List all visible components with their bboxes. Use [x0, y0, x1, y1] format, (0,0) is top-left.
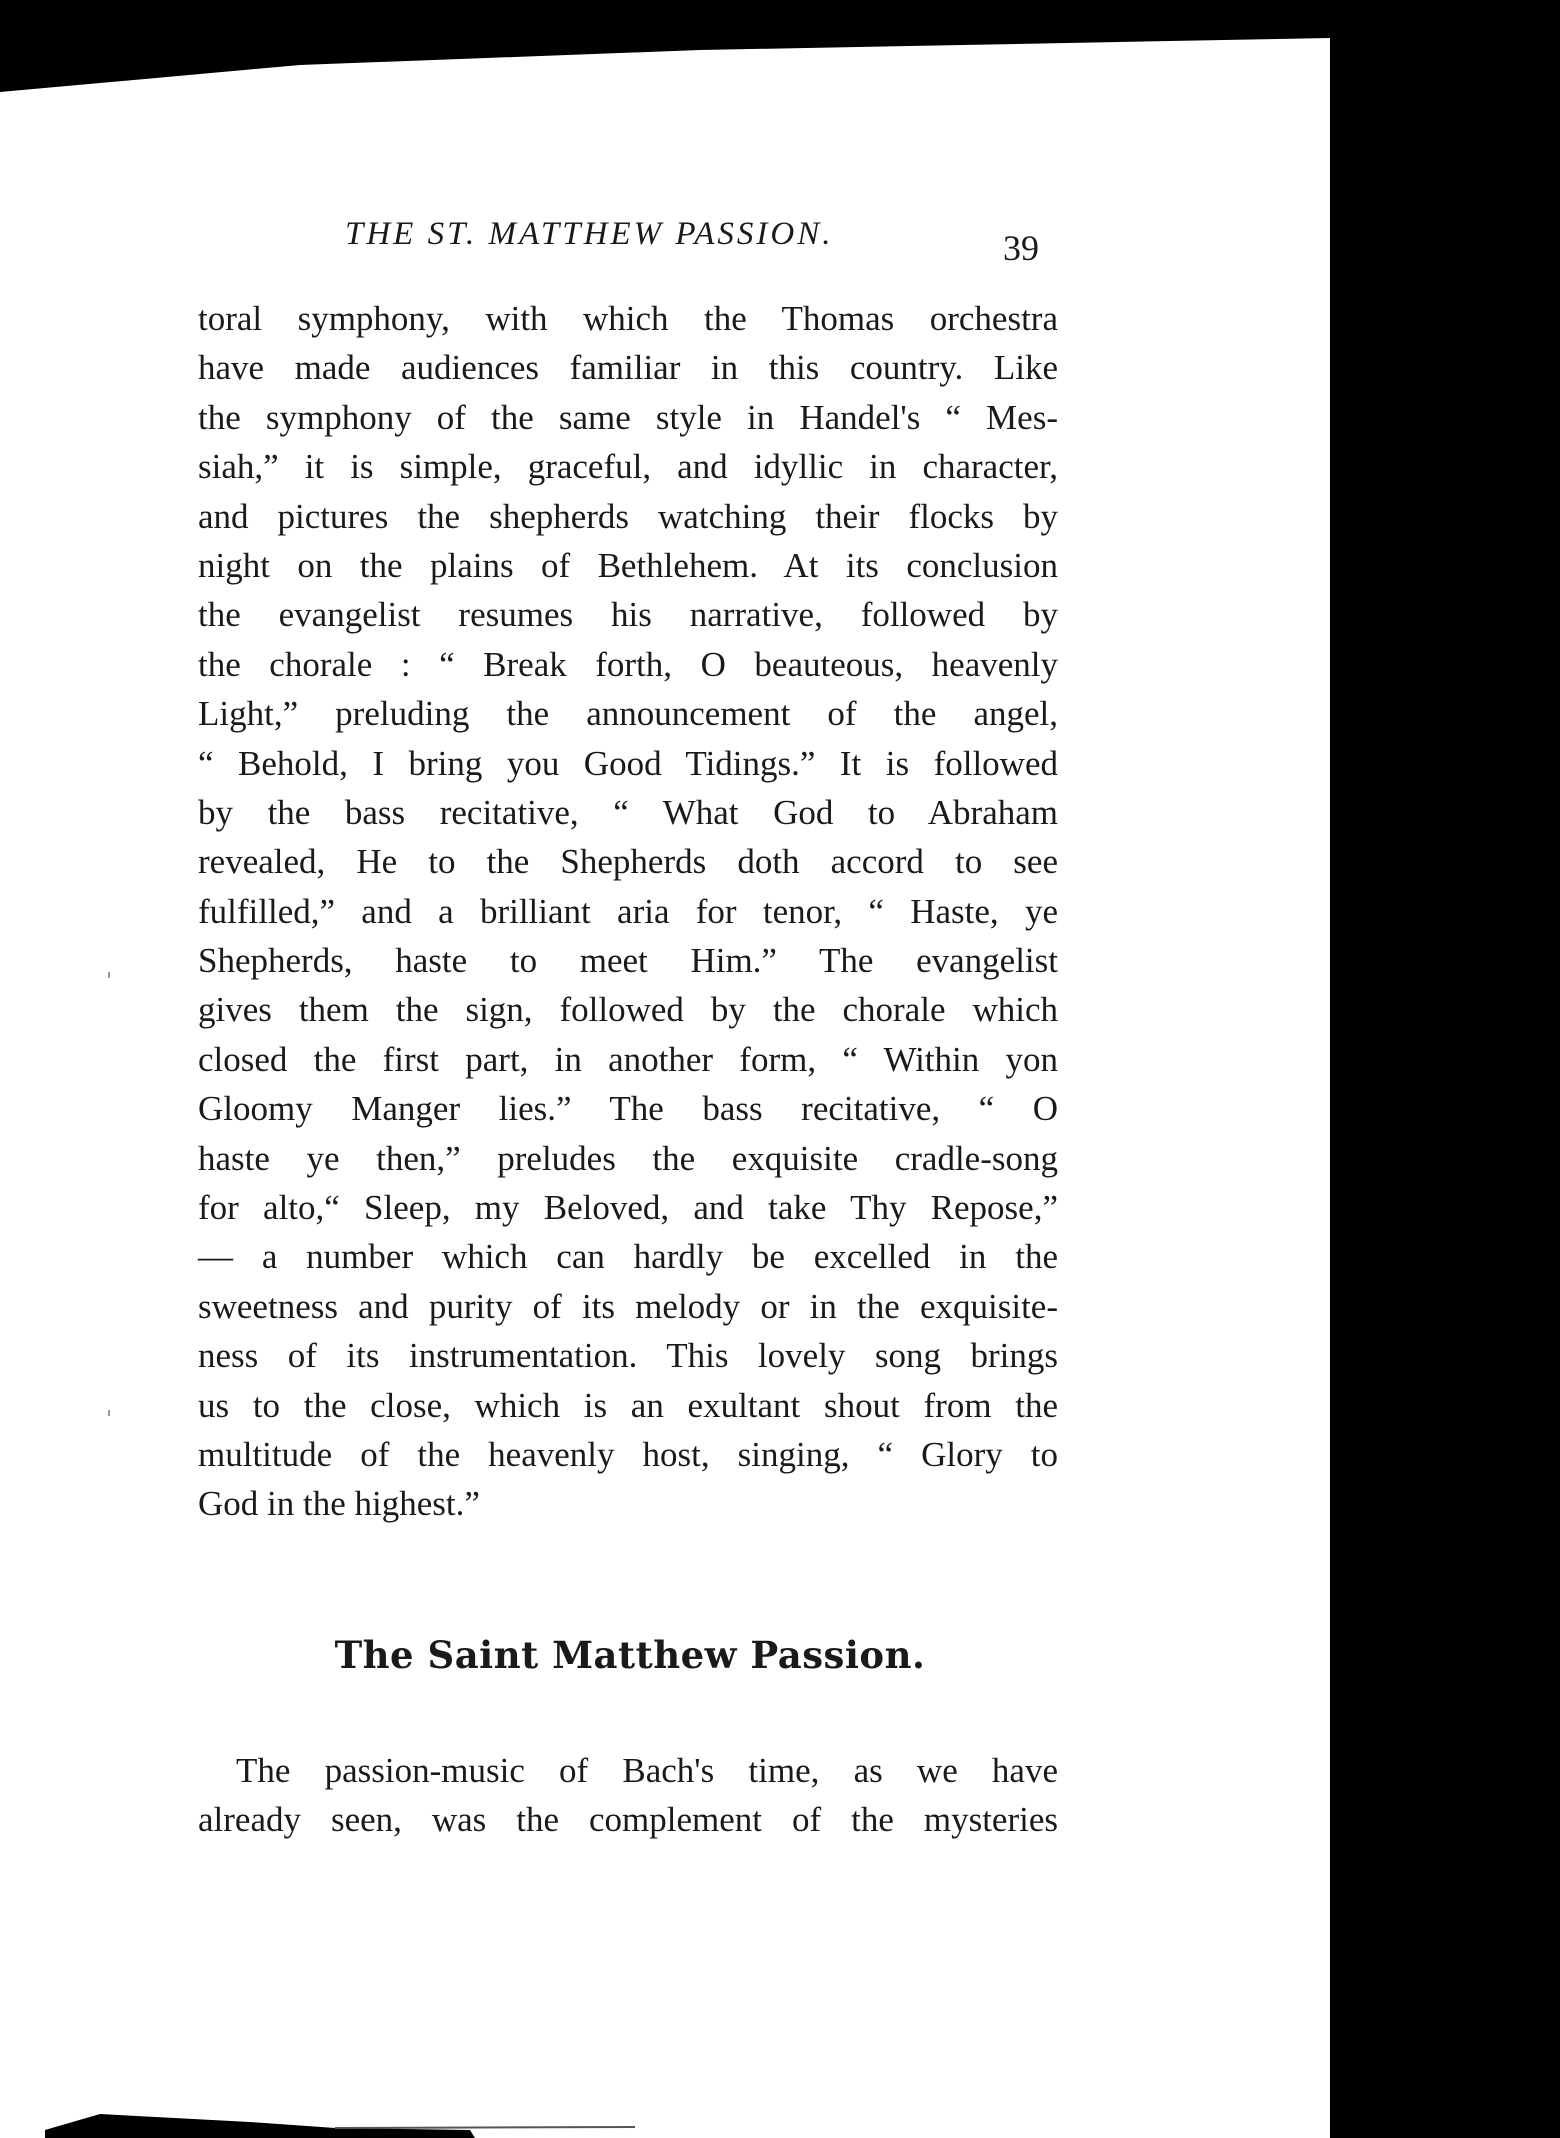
text-line: Light,” preluding the announcement of the angel, [198, 694, 1058, 734]
section-heading: The Saint Matthew Passion. [334, 1633, 926, 1677]
text-line: revealed, He to the Shepherds doth accord to see [198, 842, 1058, 882]
text-line: Shepherds, haste to meet Him.” The evangelist [198, 941, 1058, 981]
text-line: the chorale : “ Break forth, O beauteous, heavenly [198, 644, 1058, 684]
text-line: “ Behold, I bring you Good Tidings.” It is followed [198, 743, 1058, 783]
page-number: 39 [1003, 228, 1039, 268]
text-line: ness of its instrumentation. This lovely song brings [198, 1336, 1058, 1376]
text-line: sweetness and purity of its melody or in the exquisite- [198, 1286, 1058, 1326]
text-line: us to the close, which is an exultant shout from the [198, 1385, 1058, 1425]
text-line: gives them the sign, followed by the chorale which [198, 990, 1058, 1030]
running-title: THE ST. MATTHEW PASSION. [345, 216, 834, 252]
text-line: — a number which can hardly be excelled in the [198, 1237, 1058, 1277]
text-line: the evangelist resumes his narrative, followed by [198, 595, 1058, 635]
text-line: multitude of the heavenly host, singing, “ Glory to [198, 1434, 1058, 1474]
body-paragraph [198, 294, 1058, 1529]
text-line: siah,” it is simple, graceful, and idyllic in character, [198, 447, 1058, 487]
text-line: toral symphony, with which the Thomas orchestra [198, 299, 1058, 338]
margin-mark [108, 972, 110, 978]
text-line: closed the first part, in another form, “ Within yon [198, 1039, 1058, 1079]
text-line: Gloomy Manger lies.” The bass recitative, “ O [198, 1089, 1058, 1129]
text-line: have made audiences familiar in this country. Like [198, 348, 1058, 388]
scan-top-shadow [0, 0, 1330, 120]
margin-mark [108, 1410, 110, 1416]
scan-right-shadow [1330, 0, 1560, 2138]
text-line: haste ye then,” preludes the exquisite cradle-song [198, 1138, 1058, 1178]
text-line: the symphony of the same style in Handel's “ Mes- [198, 397, 1058, 437]
text-line: night on the plains of Bethlehem. At its conclusion [198, 545, 1058, 585]
text-line: God in the highest.” [198, 1484, 480, 1524]
text-line: for alto,“ Sleep, my Beloved, and take Thy Repose,” [198, 1188, 1058, 1228]
scan-bottom-shadow [0, 2080, 640, 2138]
next-paragraph [198, 1746, 1058, 1845]
text-line: and pictures the shepherds watching their flocks by [198, 496, 1058, 536]
text-line: The passion-music of Bach's time, as we have [236, 1751, 1058, 1790]
text-line: fulfilled,” and a brilliant aria for tenor, “ Haste, ye [198, 891, 1058, 931]
text-line: already seen, was the complement of the mysteries [198, 1800, 1058, 1840]
text-line: by the bass recitative, “ What God to Abraham [198, 792, 1058, 832]
